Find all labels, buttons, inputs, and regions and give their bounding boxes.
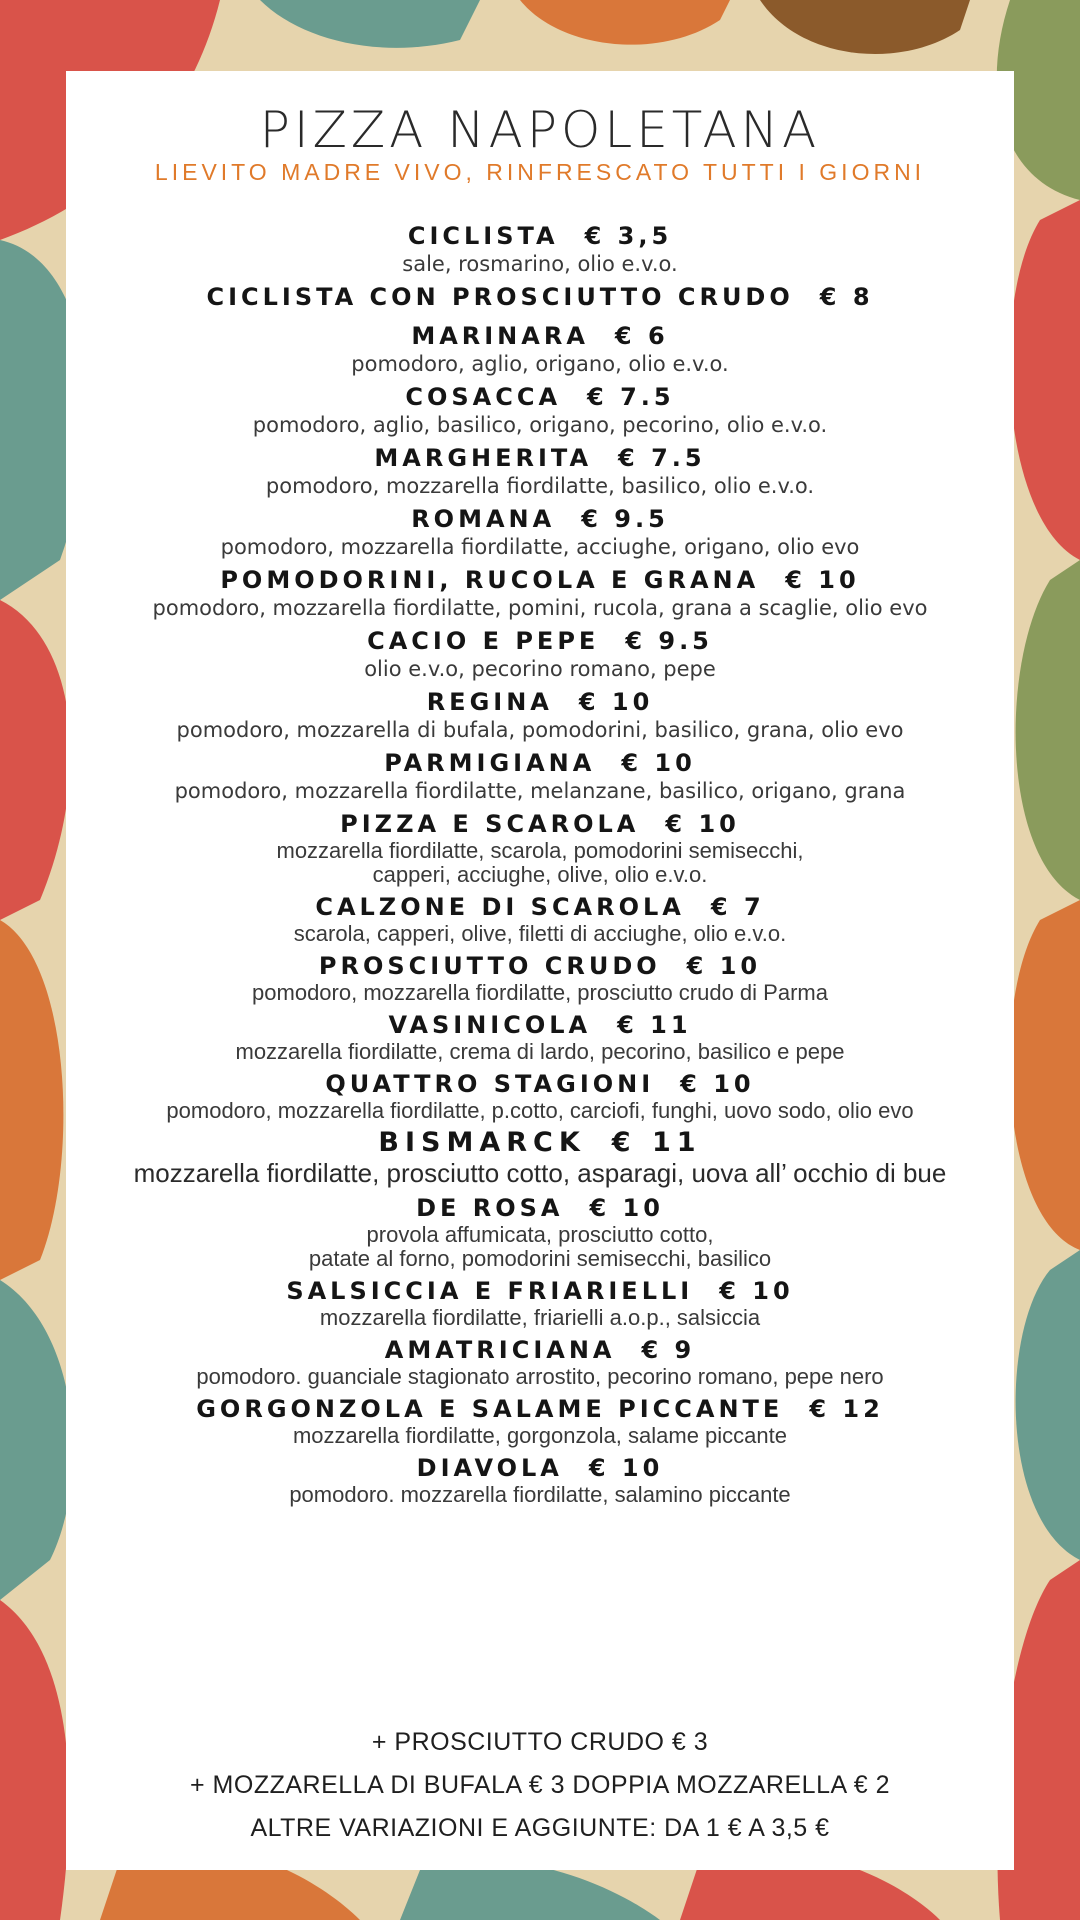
menu-item — [66, 1193, 1014, 1271]
menu-item-name — [66, 1394, 1014, 1424]
pizza-list — [66, 221, 1014, 1512]
pizza-ingredients: pomodoro, aglio, basilico, origano, pecorino, olio e.v.o. — [252, 413, 828, 437]
pizza-price: € 10 — [578, 688, 654, 716]
pizza-price: € 3,5 — [584, 222, 673, 250]
menu-subtitle: LIEVITO MADRE VIVO, RINFRESCATO TUTTI I GIORNI — [154, 159, 926, 185]
pizza-name: DE ROSA — [416, 1194, 564, 1222]
pizza-name: POMODORINI, RUCOLA E GRANA — [220, 566, 760, 594]
pizza-price: € 7 — [710, 893, 765, 921]
pizza-price: € 10 — [785, 566, 860, 594]
menu-item-name — [66, 1128, 1014, 1158]
menu-item-name — [66, 1069, 1014, 1099]
menu-item-name — [66, 951, 1014, 981]
pizza-ingredients: pomodoro, mozzarella fiordilatte, melanzane, basilico, origano, grana — [174, 779, 906, 803]
menu-item — [66, 951, 1014, 1005]
menu-card — [66, 71, 1014, 1870]
pizza-price: € 6 — [614, 322, 669, 350]
menu-item — [66, 1394, 1014, 1448]
menu-item — [66, 687, 1014, 743]
pizza-name: CICLISTA CON PROSCIUTTO CRUDO — [206, 283, 794, 311]
pizza-ingredients: pomodoro. mozzarella fiordilatte, salamino piccante — [289, 1482, 791, 1507]
pizza-name: REGINA — [426, 688, 553, 716]
menu-item — [66, 748, 1014, 804]
pizza-ingredients: mozzarella fiordilatte, prosciutto cotto, asparagi, uova all’ occhio di bue — [133, 1158, 947, 1188]
pizza-name: AMATRICIANA — [384, 1336, 616, 1364]
pizza-price: € 7.5 — [618, 444, 706, 472]
menu-item — [66, 1069, 1014, 1123]
pizza-ingredients: pomodoro. guanciale stagionato arrostito, pecorino romano, pepe nero — [196, 1364, 884, 1389]
pizza-ingredients: pomodoro, mozzarella fiordilatte, pomini, rucola, grana a scaglie, olio evo — [152, 596, 928, 620]
menu-item-name — [66, 1276, 1014, 1306]
menu-item-name — [66, 809, 1014, 839]
pizza-ingredients: mozzarella fiordilatte, crema di lardo, pecorino, basilico e pepe — [235, 1039, 845, 1064]
pizza-ingredients: sale, rosmarino, olio e.v.o. — [402, 252, 678, 276]
pizza-name: CACIO E PEPE — [367, 627, 600, 655]
pizza-ingredients: scarola, capperi, olive, filetti di acciughe, olio e.v.o. — [293, 921, 787, 946]
menu-item — [66, 504, 1014, 560]
pizza-price: € 10 — [589, 1194, 664, 1222]
menu-item — [66, 443, 1014, 499]
pizza-price: € 7.5 — [587, 383, 675, 411]
menu-item — [66, 809, 1014, 887]
pizza-price: € 10 — [680, 1070, 755, 1098]
menu-item — [66, 221, 1014, 277]
pizza-ingredients: mozzarella fiordilatte, friarielli a.o.p., salsiccia — [319, 1305, 761, 1330]
pizza-price: € 10 — [621, 749, 696, 777]
pizza-ingredients: pomodoro, mozzarella di bufala, pomodorini, basilico, grana, olio evo — [176, 718, 904, 742]
pizza-price: € 11 — [617, 1011, 692, 1039]
menu-item-name — [66, 626, 1014, 656]
pizza-name: PARMIGIANA — [384, 749, 596, 777]
menu-item — [66, 1335, 1014, 1389]
pizza-name: PIZZA E SCAROLA — [340, 810, 640, 838]
pizza-price: € 10 — [665, 810, 740, 838]
pizza-name: VASINICOLA — [388, 1011, 592, 1039]
menu-item-name — [66, 1010, 1014, 1040]
pizza-price: € 10 — [686, 952, 762, 980]
pizza-name: BISMARCK — [378, 1127, 586, 1158]
menu-item-name — [66, 221, 1014, 251]
menu-item-name — [66, 443, 1014, 473]
pizza-price: € 10 — [719, 1277, 794, 1305]
pizza-name: QUATTRO STAGIONI — [325, 1070, 655, 1098]
menu-item — [66, 282, 1014, 312]
pizza-name: COSACCA — [405, 383, 562, 411]
menu-item — [66, 1010, 1014, 1064]
menu-item — [66, 1128, 1014, 1188]
pizza-price: € 12 — [809, 1395, 884, 1423]
menu-item — [66, 1276, 1014, 1330]
pizza-name: MARINARA — [411, 322, 589, 350]
pizza-ingredients: pomodoro, aglio, origano, olio e.v.o. — [351, 352, 729, 376]
extra-option: + PROSCIUTTO CRUDO € 3 — [371, 1728, 709, 1756]
menu-item-name — [66, 382, 1014, 412]
menu-item-name — [66, 565, 1014, 595]
menu-item — [66, 626, 1014, 682]
extra-option: ALTRE VARIAZIONI E AGGIUNTE: DA 1 € A 3,5 € — [250, 1814, 830, 1842]
pizza-name: MARGHERITA — [374, 444, 593, 472]
pizza-ingredients: pomodoro, mozzarella fiordilatte, basilico, olio e.v.o. — [265, 474, 815, 498]
pizza-name: PROSCIUTTO CRUDO — [318, 952, 661, 980]
menu-item — [66, 892, 1014, 946]
menu-title: PIZZA NAPOLETANA — [259, 101, 821, 159]
pizza-price: € 11 — [611, 1127, 702, 1158]
extra-option: + MOZZARELLA DI BUFALA € 3 DOPPIA MOZZARELLA € 2 — [190, 1771, 890, 1799]
menu-item — [66, 382, 1014, 438]
menu-item-name — [66, 1453, 1014, 1483]
pizza-name: SALSICCIA E FRIARIELLI — [286, 1277, 694, 1305]
extras-list — [66, 1721, 1014, 1850]
menu-item-name — [66, 748, 1014, 778]
pizza-price: € 10 — [588, 1454, 664, 1482]
menu-item-name — [66, 321, 1014, 351]
pizza-price: € 9.5 — [625, 627, 713, 655]
menu-item — [66, 565, 1014, 621]
pizza-ingredients: pomodoro, mozzarella fiordilatte, prosciutto crudo di Parma — [252, 980, 828, 1005]
menu-item — [66, 321, 1014, 377]
pizza-ingredients: provola affumicata, prosciutto cotto, patate al forno, pomodorini semisecchi, basilico — [308, 1222, 772, 1271]
menu-item-name — [66, 892, 1014, 922]
pizza-name: CALZONE DI SCAROLA — [315, 893, 685, 921]
menu-item-name — [66, 282, 1014, 312]
menu-item — [66, 1453, 1014, 1507]
menu-item-name — [66, 1335, 1014, 1365]
pizza-price: € 9.5 — [581, 505, 669, 533]
pizza-name: DIAVOLA — [416, 1454, 563, 1482]
pizza-ingredients: olio e.v.o, pecorino romano, pepe — [364, 657, 716, 681]
pizza-name: ROMANA — [411, 505, 556, 533]
pizza-ingredients: pomodoro, mozzarella fiordilatte, acciughe, origano, olio evo — [220, 535, 860, 559]
menu-item-name — [66, 1193, 1014, 1223]
pizza-ingredients: pomodoro, mozzarella fiordilatte, p.cotto, carciofi, funghi, uovo sodo, olio evo — [166, 1098, 914, 1123]
pizza-price: € 8 — [819, 283, 874, 311]
pizza-ingredients: mozzarella fiordilatte, gorgonzola, salame piccante — [292, 1423, 788, 1448]
pizza-name: GORGONZOLA E SALAME PICCANTE — [196, 1395, 784, 1423]
menu-item-name — [66, 504, 1014, 534]
menu-item-name — [66, 687, 1014, 717]
pizza-name: CICLISTA — [407, 222, 559, 250]
pizza-price: € 9 — [641, 1336, 696, 1364]
pizza-ingredients: mozzarella fiordilatte, scarola, pomodorini semisecchi, capperi, acciughe, olive, olio e.v.o. — [276, 838, 804, 887]
